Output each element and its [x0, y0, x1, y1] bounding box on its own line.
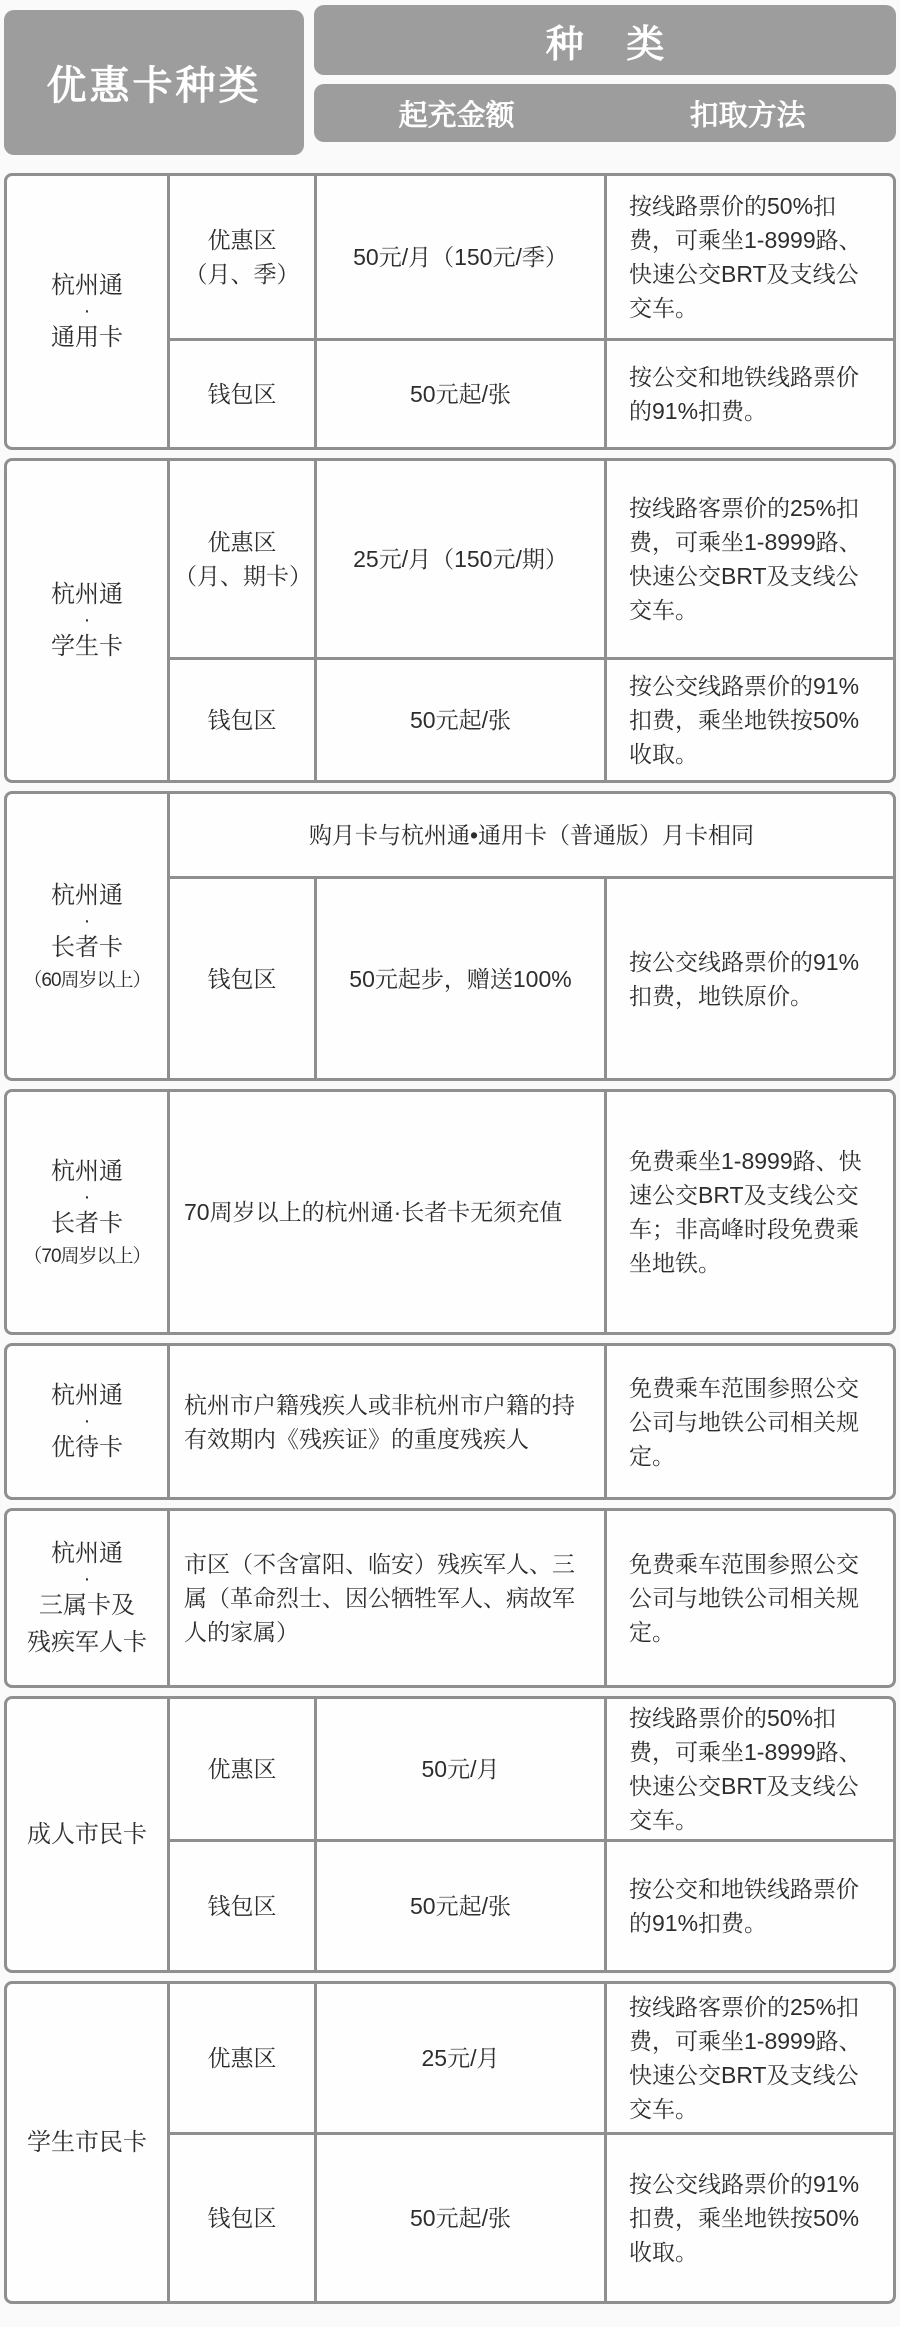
card-name-dot: · — [83, 1568, 91, 1590]
zone-cell: 钱包区 — [170, 2135, 314, 2301]
card-name-line: 三属卡及 — [39, 1592, 135, 1619]
card-block-hzt-xuesheng — [4, 458, 896, 783]
card-name-line: 长者卡 — [51, 933, 123, 961]
method-cell: 按线路票价的50%扣费，可乘坐1-8999路、快速公交BRT及支线公交车。 — [607, 1699, 893, 1839]
card-name — [7, 1699, 167, 1970]
card-block-xuesheng-shimin — [4, 1981, 896, 2304]
method-cell: 免费乘车范围参照公交公司与地铁公司相关规定。 — [607, 1346, 893, 1497]
card-block-hzt-zhangzhe-60 — [4, 791, 896, 1081]
card-name — [7, 794, 167, 1078]
card-name-dot: · — [83, 609, 91, 631]
amount-cell: 50元/月 — [317, 1699, 604, 1839]
card-name — [7, 176, 167, 447]
zone-label: 优惠区 — [207, 529, 277, 555]
amount-cell: 50元起步，赠送100% — [317, 879, 604, 1078]
card-name-note: （60周岁以上） — [23, 969, 151, 991]
card-name — [7, 1984, 167, 2301]
zone-cell — [170, 176, 314, 338]
card-name-line: 残疾军人卡 — [27, 1629, 147, 1656]
card-name-line: 优待卡 — [51, 1434, 123, 1461]
method-cell: 按公交和地铁线路票价的91%扣费。 — [607, 341, 893, 447]
card-name-line: 长者卡 — [51, 1209, 123, 1237]
card-name-note: （70周岁以上） — [23, 1245, 151, 1267]
amount-cell: 50元起/张 — [317, 341, 604, 447]
header-kind-label: 种 类 — [314, 5, 896, 75]
zone-cell: 优惠区 — [170, 1699, 314, 1839]
card-name — [7, 461, 167, 780]
header-method-label: 扣取方法 — [689, 99, 806, 132]
card-name-line: 学生市民卡 — [27, 2129, 147, 2156]
amount-cell: 50元/月（150元/季） — [317, 176, 604, 338]
card-name-line: 杭州通 — [51, 1157, 123, 1185]
amount-cell: 25元/月 — [317, 1984, 604, 2132]
card-block-hzt-tongyong — [4, 173, 896, 450]
method-cell: 按线路客票价的25%扣费，可乘坐1-8999路、快速公交BRT及支线公交车。 — [607, 1984, 893, 2132]
zone-cell: 优惠区 — [170, 1984, 314, 2132]
card-name-line: 杭州通 — [51, 1540, 123, 1567]
card-name — [7, 1511, 167, 1685]
eligibility-cell: 70周岁以上的杭州通·长者卡无须充值 — [170, 1092, 604, 1332]
card-name — [7, 1092, 167, 1332]
amount-cell: 50元起/张 — [317, 1842, 604, 1970]
method-cell: 按公交线路票价的91%扣费，乘坐地铁按50%收取。 — [607, 660, 893, 780]
amount-cell: 50元起/张 — [317, 660, 604, 780]
table-header — [4, 5, 896, 155]
zone-note: （月、季） — [184, 261, 300, 287]
zone-note: （月、期卡） — [174, 563, 312, 589]
card-block-hzt-zhangzhe-70 — [4, 1089, 896, 1335]
method-cell: 按线路客票价的25%扣费，可乘坐1-8999路、快速公交BRT及支线公交车。 — [607, 461, 893, 657]
method-cell: 免费乘车范围参照公交公司与地铁公司相关规定。 — [607, 1511, 893, 1685]
card-name-dot: · — [83, 909, 91, 932]
eligibility-cell: 市区（不含富阳、临安）残疾军人、三属（革命烈士、因公牺牲军人、病故军人的家属） — [170, 1511, 604, 1685]
monthly-pass-note-cell: 购月卡与杭州通•通用卡（普通版）月卡相同 — [170, 794, 893, 876]
header-subrow — [314, 84, 896, 142]
header-card-type-label: 优惠卡种类 — [4, 10, 304, 155]
card-block-hzt-youdai — [4, 1343, 896, 1500]
zone-label: 优惠区 — [207, 227, 277, 253]
zone-cell — [170, 461, 314, 657]
card-name-dot: · — [83, 1185, 91, 1208]
card-name-line: 成人市民卡 — [27, 1821, 147, 1848]
card-name-line: 杭州通 — [51, 881, 123, 909]
header-amount-label: 起充金额 — [398, 99, 515, 132]
zone-cell: 钱包区 — [170, 1842, 314, 1970]
card-name-line: 学生卡 — [51, 633, 123, 660]
amount-cell: 25元/月（150元/期） — [317, 461, 604, 657]
card-name-dot: · — [83, 300, 91, 322]
method-cell: 按公交线路票价的91%扣费，乘坐地铁按50%收取。 — [607, 2135, 893, 2301]
zone-cell: 钱包区 — [170, 341, 314, 447]
method-cell: 按线路票价的50%扣费，可乘坐1-8999路、快速公交BRT及支线公交车。 — [607, 176, 893, 338]
card-name-line: 杭州通 — [51, 581, 123, 608]
card-name-line: 杭州通 — [51, 1382, 123, 1409]
zone-cell: 钱包区 — [170, 879, 314, 1078]
zone-cell: 钱包区 — [170, 660, 314, 780]
eligibility-cell: 杭州市户籍残疾人或非杭州市户籍的持有效期内《残疾证》的重度残疾人 — [170, 1346, 604, 1497]
method-cell: 免费乘坐1-8999路、快速公交BRT及支线公交车；非高峰时段免费乘坐地铁。 — [607, 1092, 893, 1332]
card-name-dot: · — [83, 1410, 91, 1432]
card-name-line: 杭州通 — [51, 272, 123, 299]
header-right-group — [314, 5, 896, 155]
card-block-hzt-sanshu — [4, 1508, 896, 1688]
card-block-chengren-shimin — [4, 1696, 896, 1973]
amount-cell: 50元起/张 — [317, 2135, 604, 2301]
method-cell: 按公交和地铁线路票价的91%扣费。 — [607, 1842, 893, 1970]
card-name-line: 通用卡 — [51, 324, 123, 351]
card-name — [7, 1346, 167, 1497]
method-cell: 按公交线路票价的91%扣费，地铁原价。 — [607, 879, 893, 1078]
